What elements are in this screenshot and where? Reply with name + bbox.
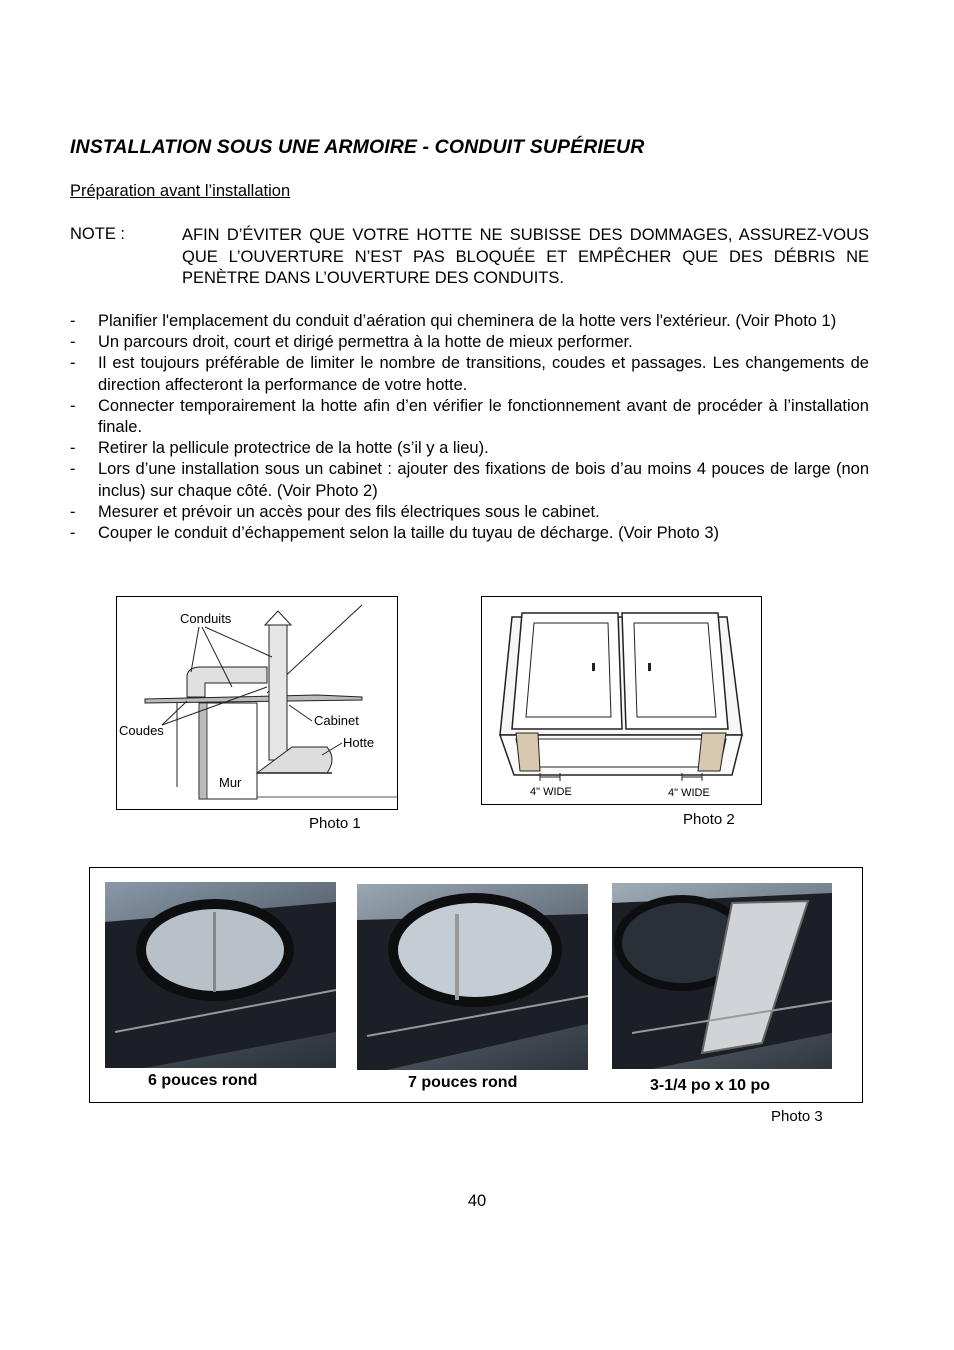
page-number: 40 (467, 1192, 487, 1210)
photo3-image-rect (612, 883, 832, 1069)
list-item-text: Planifier l'emplacement du conduit d’aération qui cheminera de la hotte vers l'extérieur. (Voir Photo 1) (98, 312, 837, 330)
list-item-text: Il est toujours préférable de limiter le nombre de transitions, coudes et passages. Les changements de direction affecteront la performance de votre hotte. (98, 354, 869, 394)
bullet-dash: - (70, 460, 76, 479)
label-left-width: 4" WIDE (530, 786, 572, 798)
round-6in-adapter-illustration (105, 882, 336, 1068)
bullet-dash: - (70, 502, 76, 521)
list-item-text: Lors d’une installation sous un cabinet : ajouter des fixations de bois d’au moins 4 pouces de large (non inclus) sur chaque côté. (Voir Photo 2) (98, 460, 869, 500)
label-conduits: Conduits (180, 611, 232, 626)
list-item (70, 353, 869, 395)
page-title: INSTALLATION SOUS UNE ARMOIRE - CONDUIT SUPÉRIEUR (70, 136, 645, 158)
label-right-width: 4" WIDE (668, 787, 710, 799)
photo3-panel (89, 867, 863, 1103)
instruction-list (70, 311, 869, 544)
duct-diagram-illustration (117, 597, 397, 809)
photo3-label-6in: 6 pouces rond (148, 1072, 258, 1089)
list-item-text: Couper le conduit d’échappement selon la taille du tuyau de décharge. (Voir Photo 3) (98, 524, 719, 543)
photo3-label-rect: 3-1/4 po x 10 po (650, 1077, 771, 1094)
list-item (70, 438, 869, 459)
bullet-dash: - (70, 439, 76, 458)
photo3-image-6in (105, 882, 336, 1068)
label-coudes: Coudes (119, 723, 164, 738)
list-item (70, 311, 869, 332)
label-hotte: Hotte (343, 735, 375, 750)
list-item (70, 523, 869, 544)
label-mur: Mur (219, 775, 242, 790)
photo1-caption: Photo 1 (309, 815, 361, 832)
list-item-text: Un parcours droit, court et dirigé permettra à la hotte de mieux performer. (98, 333, 633, 352)
bullet-dash: - (70, 312, 76, 330)
photo2-caption: Photo 2 (683, 811, 735, 828)
photo3-caption: Photo 3 (771, 1108, 823, 1125)
label-cabinet: Cabinet (314, 713, 359, 728)
photo3-label-7in: 7 pouces rond (408, 1074, 518, 1091)
note-text: AFIN D’ÉVITER QUE VOTRE HOTTE NE SUBISSE DES DOMMAGES, ASSUREZ-VOUS QUE L’OUVERTURE N’EST PAS BLOQUÉE ET EMPÊCHER QUE DES DÉBRIS NE PENÈTRE DANS L’OUVERTURE DES CONDUITS. (182, 226, 869, 287)
list-item (70, 332, 869, 353)
round-7in-adapter-illustration (357, 884, 588, 1070)
rectangular-adapter-illustration (612, 883, 832, 1069)
bullet-dash: - (70, 354, 76, 373)
note-label: NOTE : (70, 225, 126, 243)
list-item-text: Retirer la pellicule protectrice de la hotte (s’il y a lieu). (98, 439, 489, 458)
list-item-text: Mesurer et prévoir un accès pour des fils électriques sous le cabinet. (98, 502, 600, 521)
list-item (70, 396, 869, 438)
list-item (70, 459, 869, 501)
bullet-dash: - (70, 524, 76, 543)
photo3-image-7in (357, 884, 588, 1070)
bullet-dash: - (70, 396, 76, 415)
cabinet-illustration (482, 597, 761, 804)
bullet-dash: - (70, 333, 76, 352)
list-item (70, 502, 869, 523)
list-item-text: Connecter temporairement la hotte afin d’en vérifier le fonctionnement avant de procéder à l’installation finale. (98, 396, 869, 437)
section-subtitle: Préparation avant l’installation (70, 182, 291, 200)
photo2-diagram (481, 596, 762, 805)
photo1-diagram (116, 596, 398, 810)
